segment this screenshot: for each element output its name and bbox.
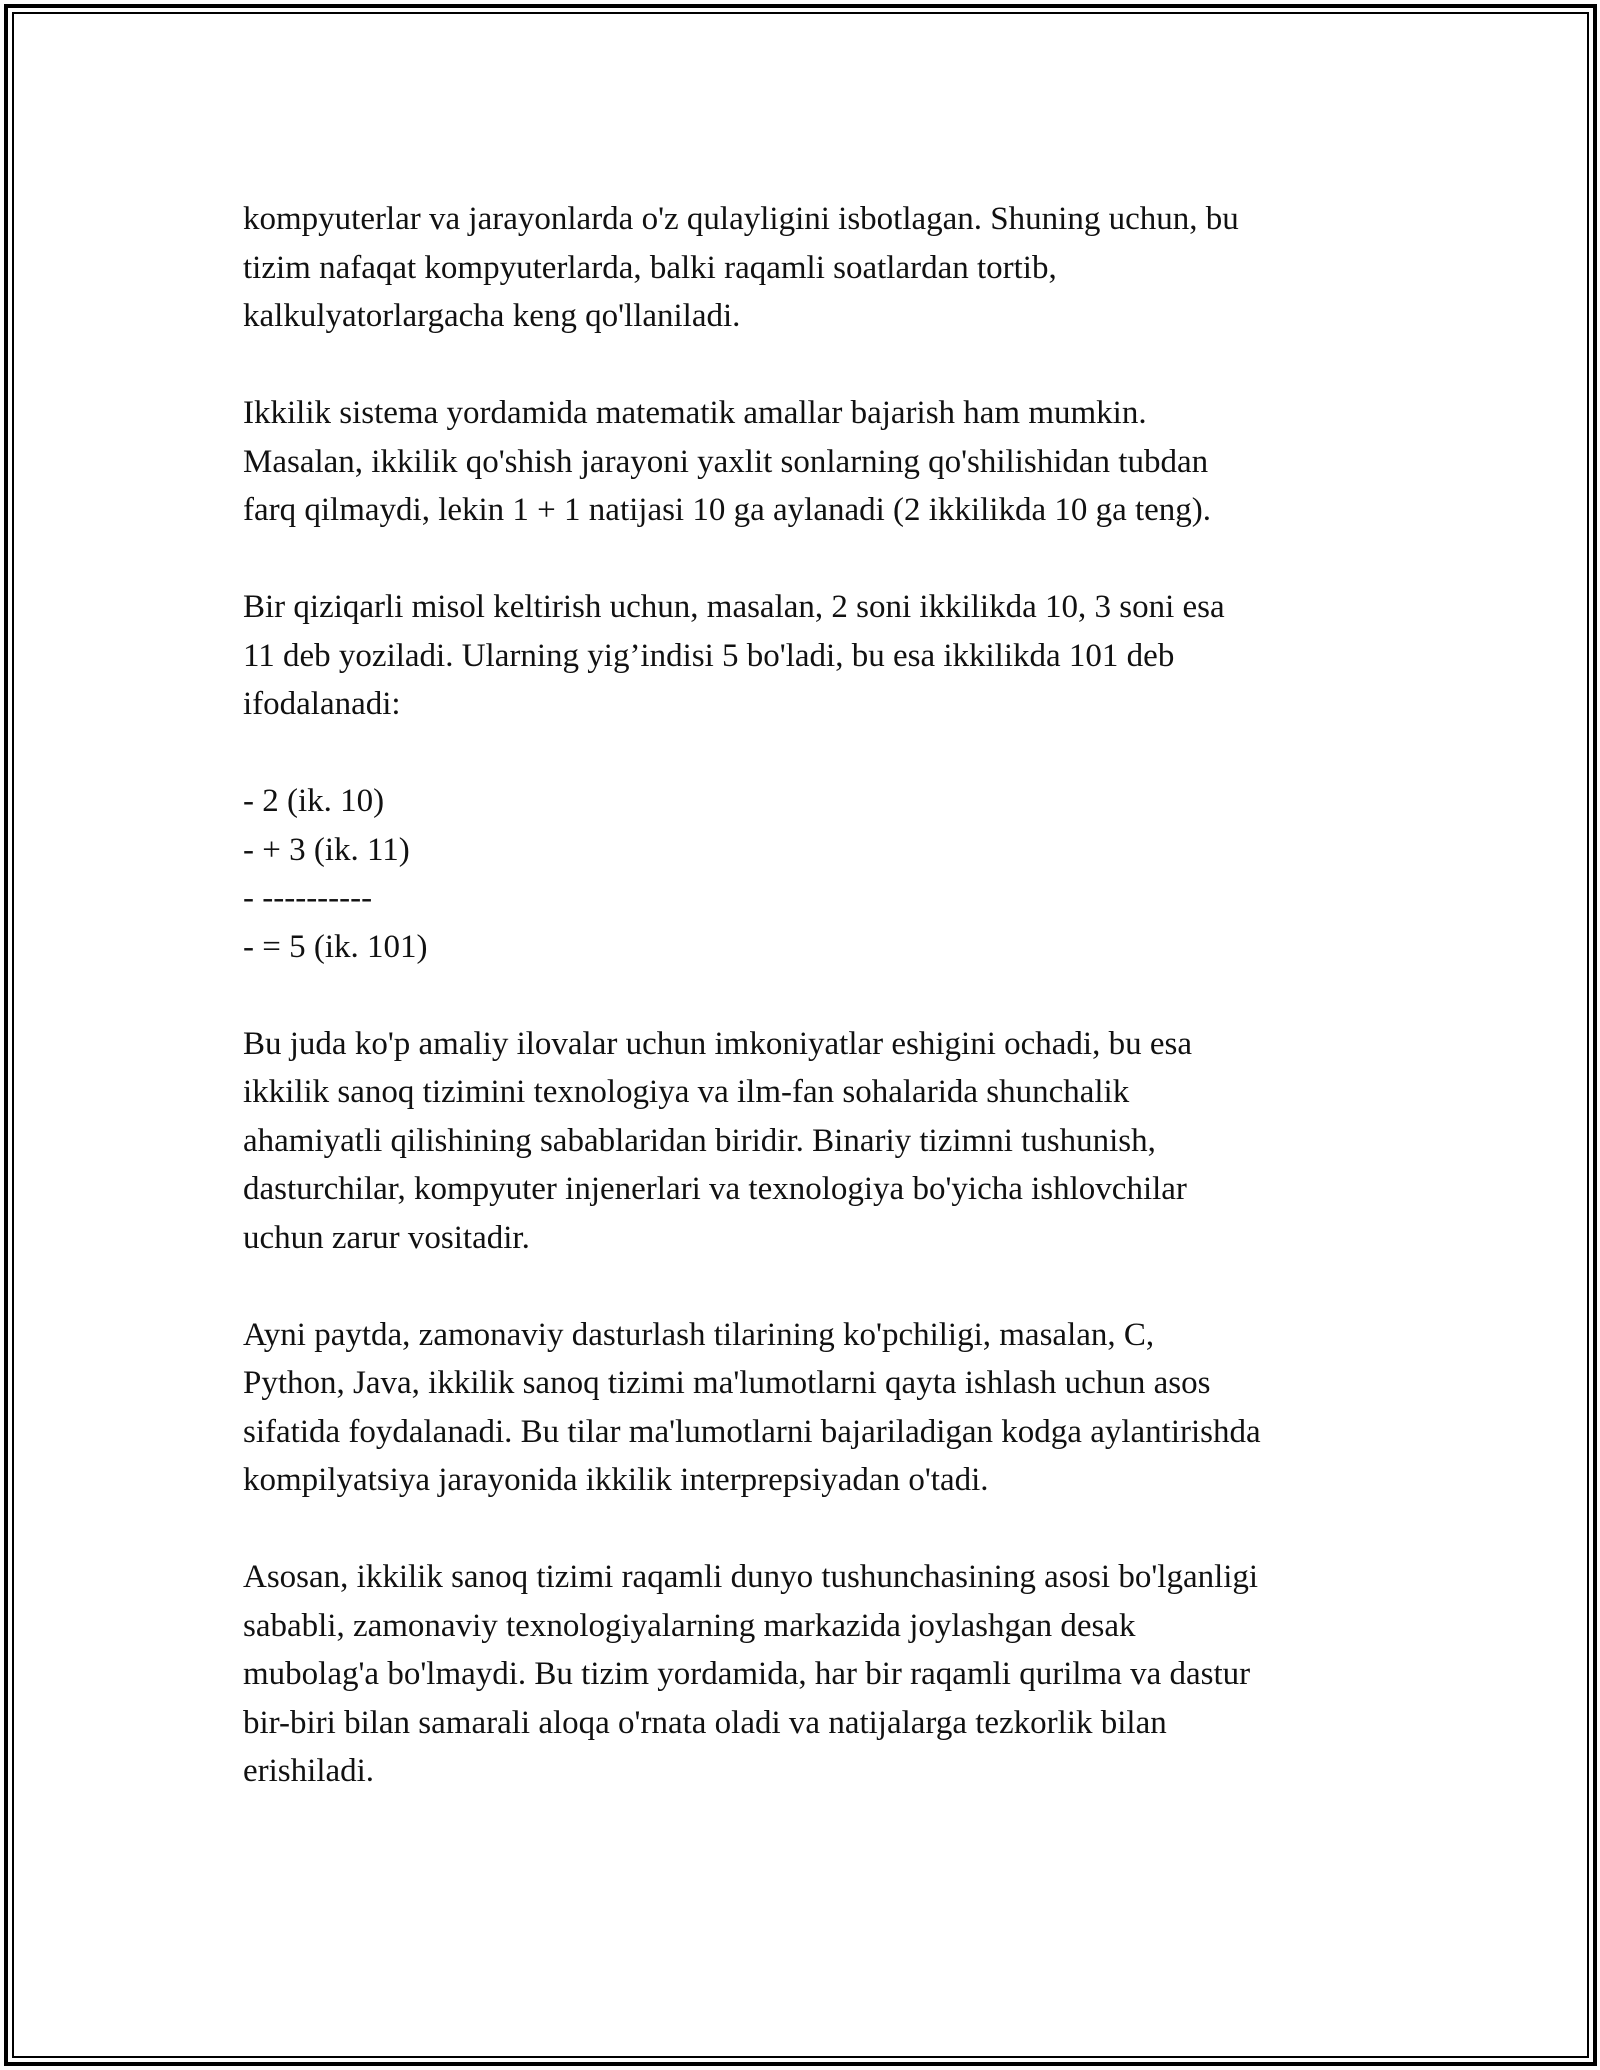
text-line: bir-biri bilan samarali aloqa o'rnata oladi va natijalarga tezkorlik bilan — [243, 1704, 1167, 1741]
paragraph-2 — [243, 389, 1403, 535]
list-item: - + 3 (ik. 11) — [243, 831, 410, 868]
text-line: ifodalanadi: — [243, 686, 401, 722]
paragraph-6 — [243, 1553, 1403, 1796]
text-line: sifatida foydalanadi. Bu tilar ma'lumotlarni bajariladigan kodga aylantirishda — [243, 1413, 1261, 1450]
paragraph-5 — [243, 1311, 1403, 1505]
text-line: mubolag'a bo'lmaydi. Bu tizim yordamida, har bir raqamli qurilma va dastur — [243, 1656, 1251, 1692]
text-line: Asosan, ikkilik sanoq tizimi raqamli dunyo tushunchasining asosi bo'lganligi — [243, 1559, 1259, 1595]
text-line: farq qilmaydi, lekin 1 + 1 natijasi 10 ga aylanadi (2 ikkilikda 10 ga teng). — [243, 492, 1212, 528]
binary-example-list — [243, 777, 1403, 971]
text-line: uchun zarur vositadir. — [243, 1219, 530, 1256]
text-line: tizim nafaqat kompyuterlarda, balki raqamli soatlardan tortib, — [243, 249, 1057, 286]
text-line: dasturchilar, kompyuter injenerlari va texnologiya bo'yicha ishlovchilar — [243, 1171, 1187, 1207]
text-line: erishiladi. — [243, 1753, 375, 1789]
document-body — [243, 195, 1403, 1844]
paragraph-1 — [243, 195, 1403, 341]
text-line: kompilyatsiya jarayonida ikkilik interprepsiyadan o'tadi. — [243, 1462, 989, 1498]
text-line: kompyuterlar va jarayonlarda o'z qulayligini isbotlagan. Shuning uchun, bu — [243, 201, 1239, 237]
text-line: Bu juda ko'p amaliy ilovalar uchun imkoniyatlar eshigini ochadi, bu esa — [243, 1025, 1192, 1062]
paragraph-3 — [243, 583, 1403, 729]
page-border — [4, 4, 1597, 2066]
text-line: Masalan, ikkilik qo'shish jarayoni yaxlit sonlarning qo'shilishidan tubdan — [243, 443, 1209, 480]
text-line: 11 deb yoziladi. Ularning yig’indisi 5 bo'ladi, bu esa ikkilikda 101 deb — [243, 637, 1175, 674]
text-line: sababli, zamonaviy texnologiyalarning markazida joylashgan desak — [243, 1607, 1136, 1644]
list-item: - 2 (ik. 10) — [243, 783, 385, 819]
paragraph-4 — [243, 1020, 1403, 1263]
text-line: ikkilik sanoq tizimini texnologiya va ilm-fan sohalarida shunchalik — [243, 1074, 1130, 1110]
text-line: ahamiyatli qilishining sabablaridan biridir. Binariy tizimni tushunish, — [243, 1122, 1156, 1159]
list-item: - = 5 (ik. 101) — [243, 928, 428, 965]
text-line: Python, Java, ikkilik sanoq tizimi ma'lumotlarni qayta ishlash uchun asos — [243, 1365, 1211, 1401]
text-line: Ikkilik sistema yordamida matematik amallar bajarish ham mumkin. — [243, 395, 1147, 431]
text-line: kalkulyatorlargacha keng qo'llaniladi. — [243, 298, 741, 334]
text-line: Ayni paytda, zamonaviy dasturlash tilarining ko'pchiligi, masalan, C, — [243, 1316, 1155, 1353]
text-line: Bir qiziqarli misol keltirish uchun, masalan, 2 soni ikkilikda 10, 3 soni esa — [243, 589, 1225, 625]
list-item: - ---------- — [243, 880, 373, 916]
